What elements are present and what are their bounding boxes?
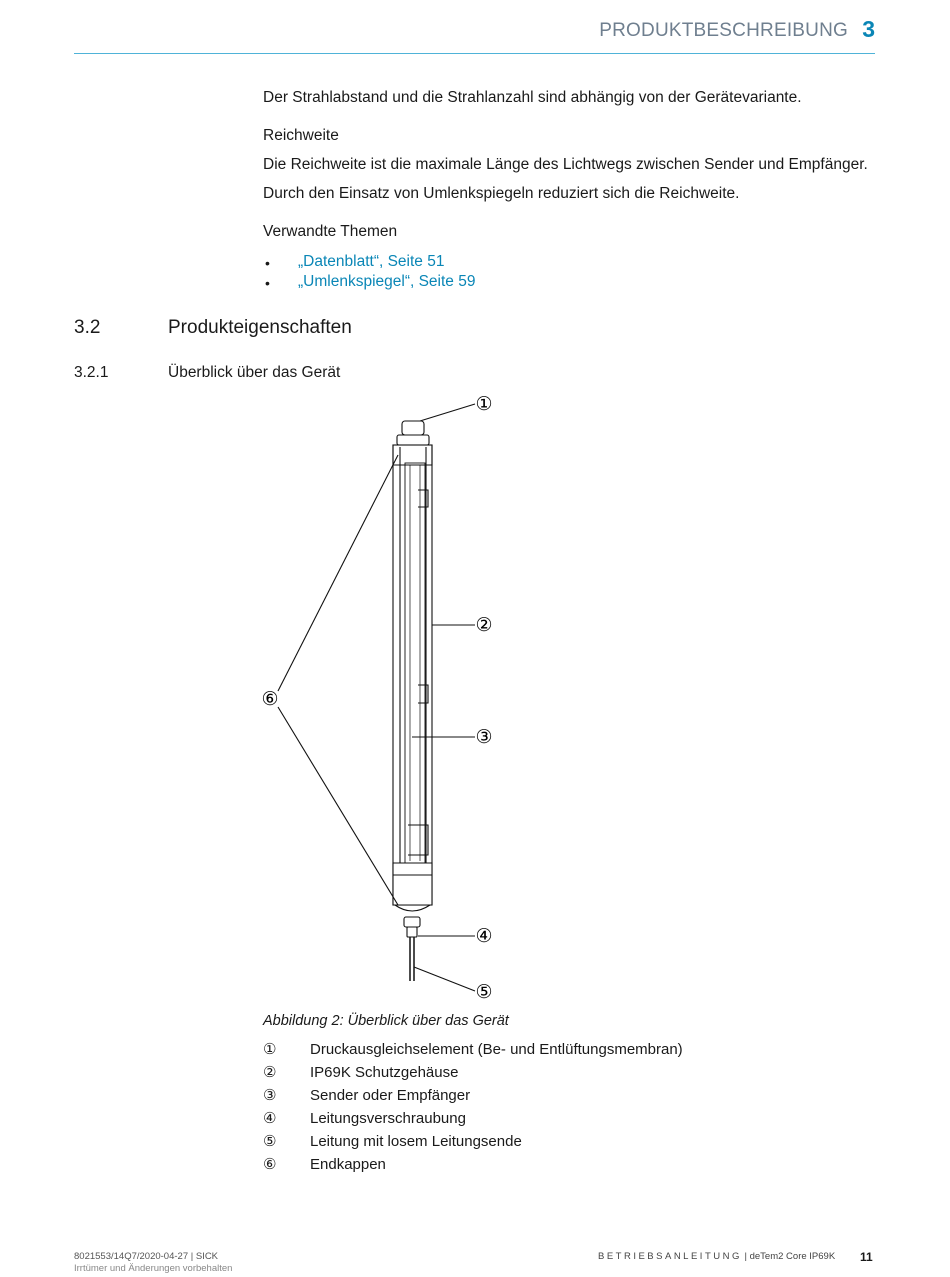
footer-document-title <box>598 1251 835 1262</box>
header-rule <box>74 53 875 54</box>
bullet: • <box>265 275 270 291</box>
legend-text: Sender oder Empfänger <box>310 1087 471 1104</box>
device-overview-figure <box>250 385 510 1005</box>
legend-item <box>263 1109 466 1127</box>
reichweite-line-1: Die Reichweite ist die maximale Länge des Lichtwegs zwischen Sender und Empfänger. <box>263 156 868 173</box>
section-title: Produkteigenschaften <box>168 317 352 338</box>
legend-text: Druckausgleichselement (Be- und Entlüftungsmembran) <box>310 1041 683 1058</box>
legend-text: Leitung mit losem Leitungsende <box>310 1133 522 1150</box>
callout-5: ⑤ <box>475 981 493 1003</box>
legend-item <box>263 1063 458 1081</box>
running-header-title: PRODUKTBESCHREIBUNG <box>599 20 848 41</box>
legend-number: ④ <box>263 1110 277 1127</box>
sender-receiver <box>405 463 425 863</box>
legend-number: ⑤ <box>263 1133 277 1150</box>
reichweite-heading: Reichweite <box>263 127 339 144</box>
callout-2: ② <box>475 614 493 636</box>
figure-caption: Abbildung 2: Überblick über das Gerät <box>263 1013 509 1029</box>
legend-text: Endkappen <box>310 1156 386 1173</box>
footer-disclaimer: Irrtümer und Änderungen vorbehalten <box>74 1263 233 1274</box>
callout-3: ③ <box>475 726 493 748</box>
callout-1: ① <box>475 393 493 415</box>
legend-number: ⑥ <box>263 1156 277 1173</box>
reichweite-line-2: Durch den Einsatz von Umlenkspiegeln reduziert sich die Reichweite. <box>263 185 740 202</box>
legend-item <box>263 1086 470 1104</box>
footer-doc-type: BETRIEBSANLEITUNG <box>598 1251 742 1262</box>
link-datenblatt[interactable]: „Datenblatt“, Seite 51 <box>298 253 445 270</box>
cable-gland <box>404 917 420 927</box>
page-number: 11 <box>860 1250 873 1264</box>
legend-item <box>263 1040 683 1058</box>
footer-separator: | <box>741 1251 750 1262</box>
legend-text: Leitungsverschraubung <box>310 1110 466 1127</box>
subsection-title: Überblick über das Gerät <box>168 364 341 381</box>
subsection-number: 3.2.1 <box>74 364 109 381</box>
callout-6: ⑥ <box>261 688 279 710</box>
legend-number: ③ <box>263 1087 277 1104</box>
end-cap-bottom <box>393 863 432 905</box>
legend-number: ① <box>263 1041 277 1058</box>
chapter-number: 3 <box>862 16 875 42</box>
pressure-element <box>402 421 424 435</box>
legend-item <box>263 1132 522 1150</box>
footer-doc-id: 8021553/14Q7/2020-04-27 | SICK <box>74 1251 219 1262</box>
bullet: • <box>265 255 270 271</box>
link-umlenkspiegel[interactable]: „Umlenkspiegel“, Seite 59 <box>298 273 476 290</box>
footer-product: deTem2 Core IP69K <box>749 1251 836 1262</box>
legend-number: ② <box>263 1064 277 1081</box>
legend-item <box>263 1155 386 1173</box>
legend-text: IP69K Schutzgehäuse <box>310 1064 459 1081</box>
related-topics-heading: Verwandte Themen <box>263 223 398 240</box>
intro-paragraph: Der Strahlabstand und die Strahlanzahl sind abhängig von der Gerätevariante. <box>263 89 802 106</box>
callout-4: ④ <box>475 925 493 947</box>
section-number: 3.2 <box>74 317 101 338</box>
